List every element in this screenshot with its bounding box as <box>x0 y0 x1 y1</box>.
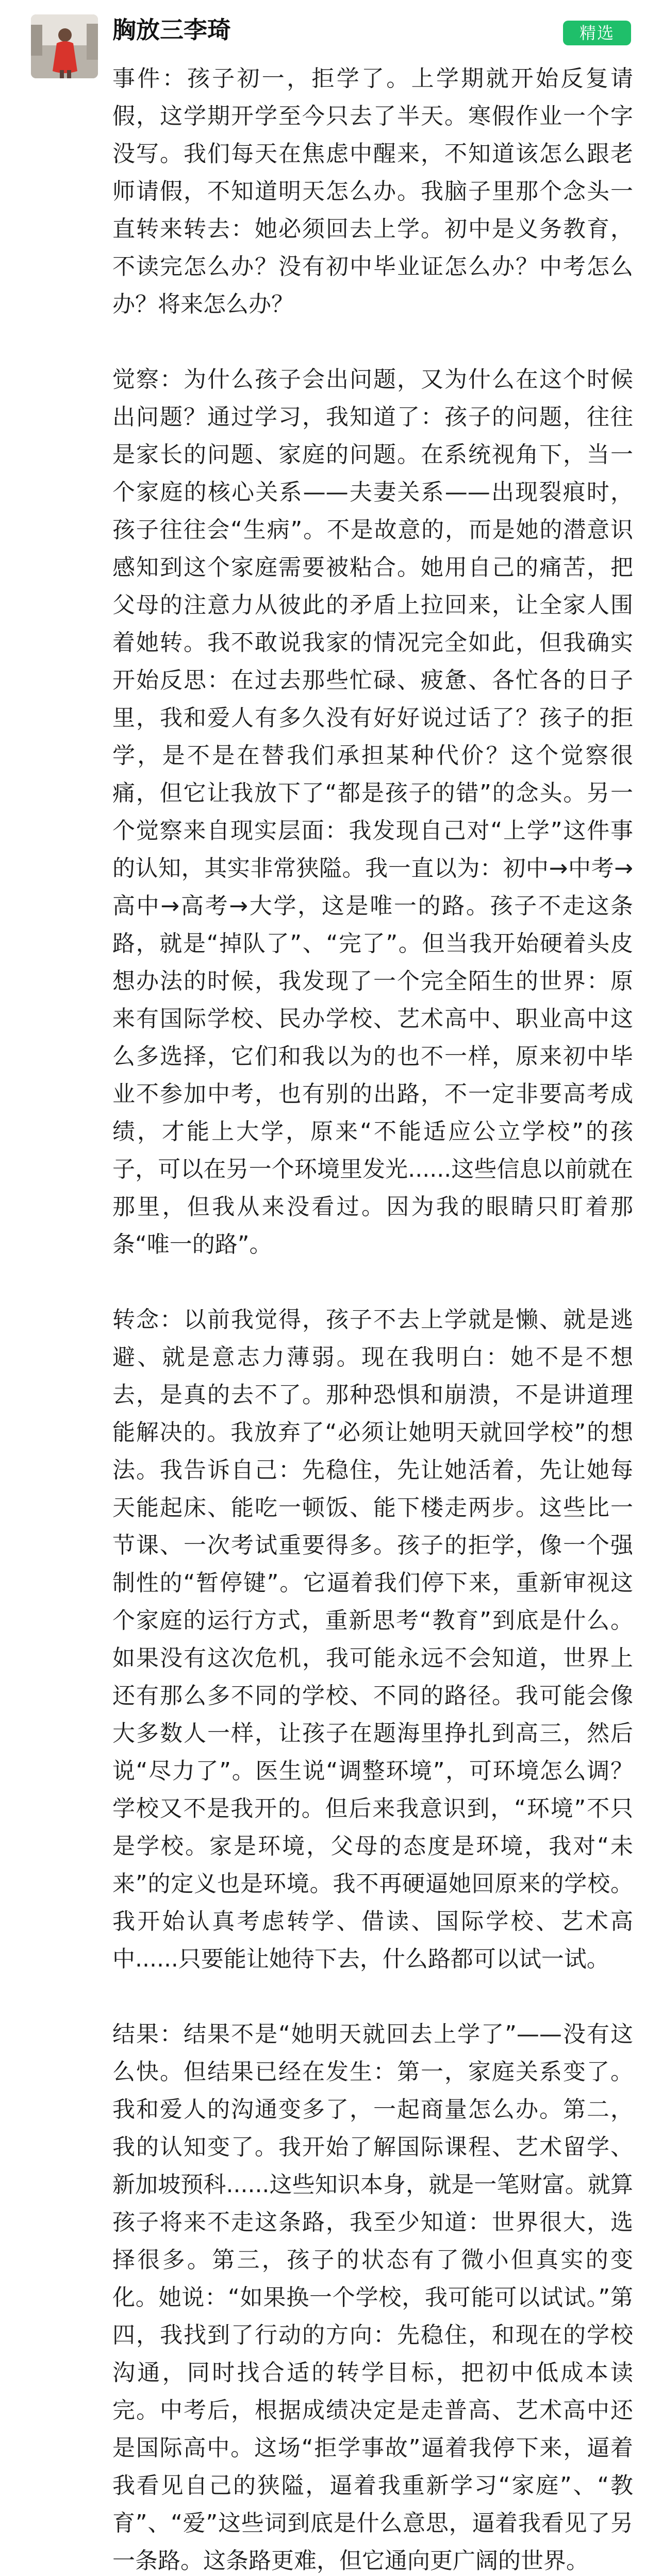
post-content <box>112 60 633 2576</box>
username[interactable]: 胸放三李琦 <box>112 16 231 44</box>
profile-photo-avatar-icon <box>31 14 98 78</box>
paragraph-result: 结果：结果不是“她明天就回去上学了”——没有这么快。但结果已经在发生：第一，家庭关系变了。我和爱人的沟通变多了，一起商量怎么办。第二，我的认知变了。我开始了解国际课程、艺术留学、新加坡预科......这些知识本身，就是一笔财富。就算孩子将来不走这条路，我至少知道：世界很大，选择很多。第三，孩子的状态有了微小但真实的变化。她说：“如果换一个学校，我可能可以试试。”第四，我找到了行动的方向：先稳住，和现在的学校沟通，同时找合适的转学目标，把初中低成本读完。中考后，根据成绩决定是走普高、艺术高中还是国际高中。这场“拒学事故”逼着我停下来，逼着我看见自己的狭隘，逼着我重新学习“家庭”、“教育”、“爱”这些词到底是什么意思，逼着我看见了另一条路。这条路更难，但它通向更广阔的世界。 <box>112 2021 633 2574</box>
featured-badge: 精选 <box>563 21 631 45</box>
paragraph-mindset-shift: 转念：以前我觉得，孩子不去上学就是懒、就是逃避、就是意志力薄弱。现在我明白：她不是不想去，是真的去不了。那种恐惧和崩溃，不是讲道理能解决的。我放弃了“必须让她明天就回学校”的想法。我告诉自己：先稳住，先让她活着，先让她每天能起床、能吃一顿饭、能下楼走两步。这些比一节课、一次考试重要得多。孩子的拒学，像一个强制性的“暂停键”。它逼着我们停下来，重新审视这个家庭的运行方式，重新思考“教育”到底是什么。如果没有这次危机，我可能永远不会知道，世界上还有那么多不同的学校、不同的路径。我可能会像大多数人一样，让孩子在题海里挣扎到高三，然后说“尽力了”。医生说“调整环境”，可环境怎么调？学校又不是我开的。但后来我意识到，“环境”不只是学校。家是环境，父母的态度是环境，我对“未来”的定义也是环境。我不再硬逼她回原来的学校。我开始认真考虑转学、借读、国际学校、艺术高中......只要能让她待下去，什么路都可以试一试。 <box>112 1307 633 1972</box>
paragraph-event: 事件：孩子初一，拒学了。上学期就开始反复请假，这学期开学至今只去了半天。寒假作业一个字没写。我们每天在焦虑中醒来，不知道该怎么跟老师请假，不知道明天怎么办。我脑子里那个念头一直转来转去：她必须回去上学。初中是义务教育，不读完怎么办？没有初中毕业证怎么办？中考怎么办？将来怎么办？ <box>112 65 633 317</box>
paragraph-awareness: 觉察：为什么孩子会出问题，又为什么在这个时候出问题？通过学习，我知道了：孩子的问题，往往是家长的问题、家庭的问题。在系统视角下，当一个家庭的核心关系——夫妻关系——出现裂痕时，孩子往往会“生病”。不是故意的，而是她的潜意识感知到这个家庭需要被粘合。她用自己的痛苦，把父母的注意力从彼此的矛盾上拉回来，让全家人围着她转。我不敢说我家的情况完全如此，但我确实开始反思：在过去那些忙碌、疲惫、各忙各的日子里，我和爱人有多久没有好好说过话了？孩子的拒学，是不是在替我们承担某种代价？这个觉察很痛，但它让我放下了“都是孩子的错”的念头。另一个觉察来自现实层面：我发现自己对“上学”这件事的认知，其实非常狭隘。我一直以为：初中→中考→高中→高考→大学，这是唯一的路。孩子不走这条路，就是“掉队了”、“完了”。但当我开始硬着头皮想办法的时候，我发现了一个完全陌生的世界：原来有国际学校、民办学校、艺术高中、职业高中这么多选择，它们和我以为的也不一样，原来初中毕业不参加中考，也有别的出路，不一定非要高考成绩，才能上大学，原来“不能适应公立学校”的孩子，可以在另一个环境里发光......这些信息以前就在那里，但我从来没看过。因为我的眼睛只盯着那条“唯一的路”。 <box>112 366 633 1258</box>
user-avatar[interactable] <box>31 14 98 78</box>
